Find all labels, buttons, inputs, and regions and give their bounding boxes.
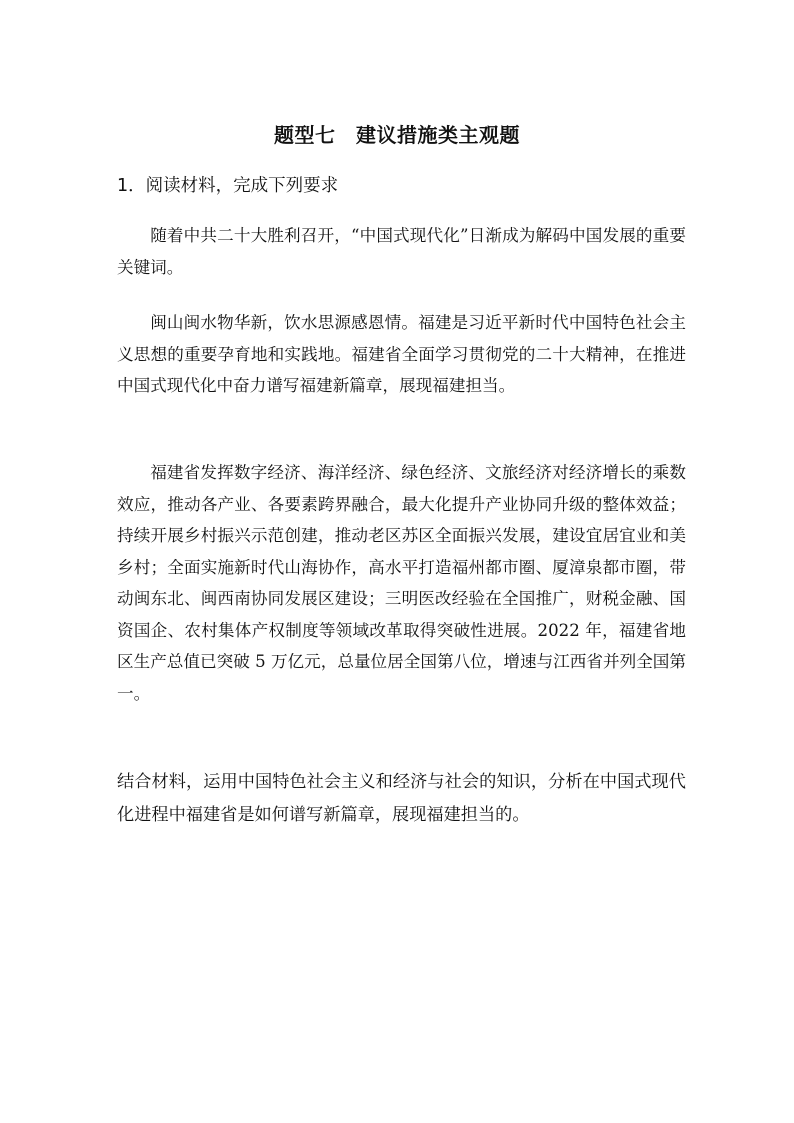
material-paragraph-1: 随着中共二十大胜利召开，“中国式现代化”日渐成为解码中国发展的重要关键词。 bbox=[117, 226, 686, 277]
question-intro: 阅读材料，完成下列要求 bbox=[145, 176, 339, 196]
question-number: 1． bbox=[117, 176, 146, 196]
page-title: 题型七 建议措施类主观题 bbox=[274, 123, 520, 147]
material-paragraph-3: 福建省发挥数字经济、海洋经济、绿色经济、文旅经济对经济增长的乘数效应，推动各产业、各要素跨界融合，最大化提升产业协同升级的整体效益；持续开展乡村振兴示范创建，推动老区苏区全面振兴发展，建设宜居宜业和美乡村；全面实施新时代山海协作，高水平打造福州都市圈、厦漳泉都市圈，带动闽东北、闽西南协同发展区建设；三明医改经验在全国推广，财税金融、国资国企、农村集体产权制度等领域改革取得突破性进展。2022 年，福建省地区生产总值已突破 5 万亿元，总量位居全国第八位，增速与江西省并列全国第一。 bbox=[117, 463, 686, 703]
material-paragraph-2: 闽山闽水物华新，饮水思源感恩情。福建是习近平新时代中国特色社会主义思想的重要孕育地和实践地。福建省全面学习贯彻党的二十大精神，在推进中国式现代化中奋力谱写福建新篇章，展现福建担当。 bbox=[117, 313, 686, 395]
question-header bbox=[117, 173, 687, 199]
question-prompt: 结合材料，运用中国特色社会主义和经济与社会的知识，分析在中国式现代化进程中福建省是如何谱写新篇章，展现福建担当的。 bbox=[117, 772, 686, 825]
